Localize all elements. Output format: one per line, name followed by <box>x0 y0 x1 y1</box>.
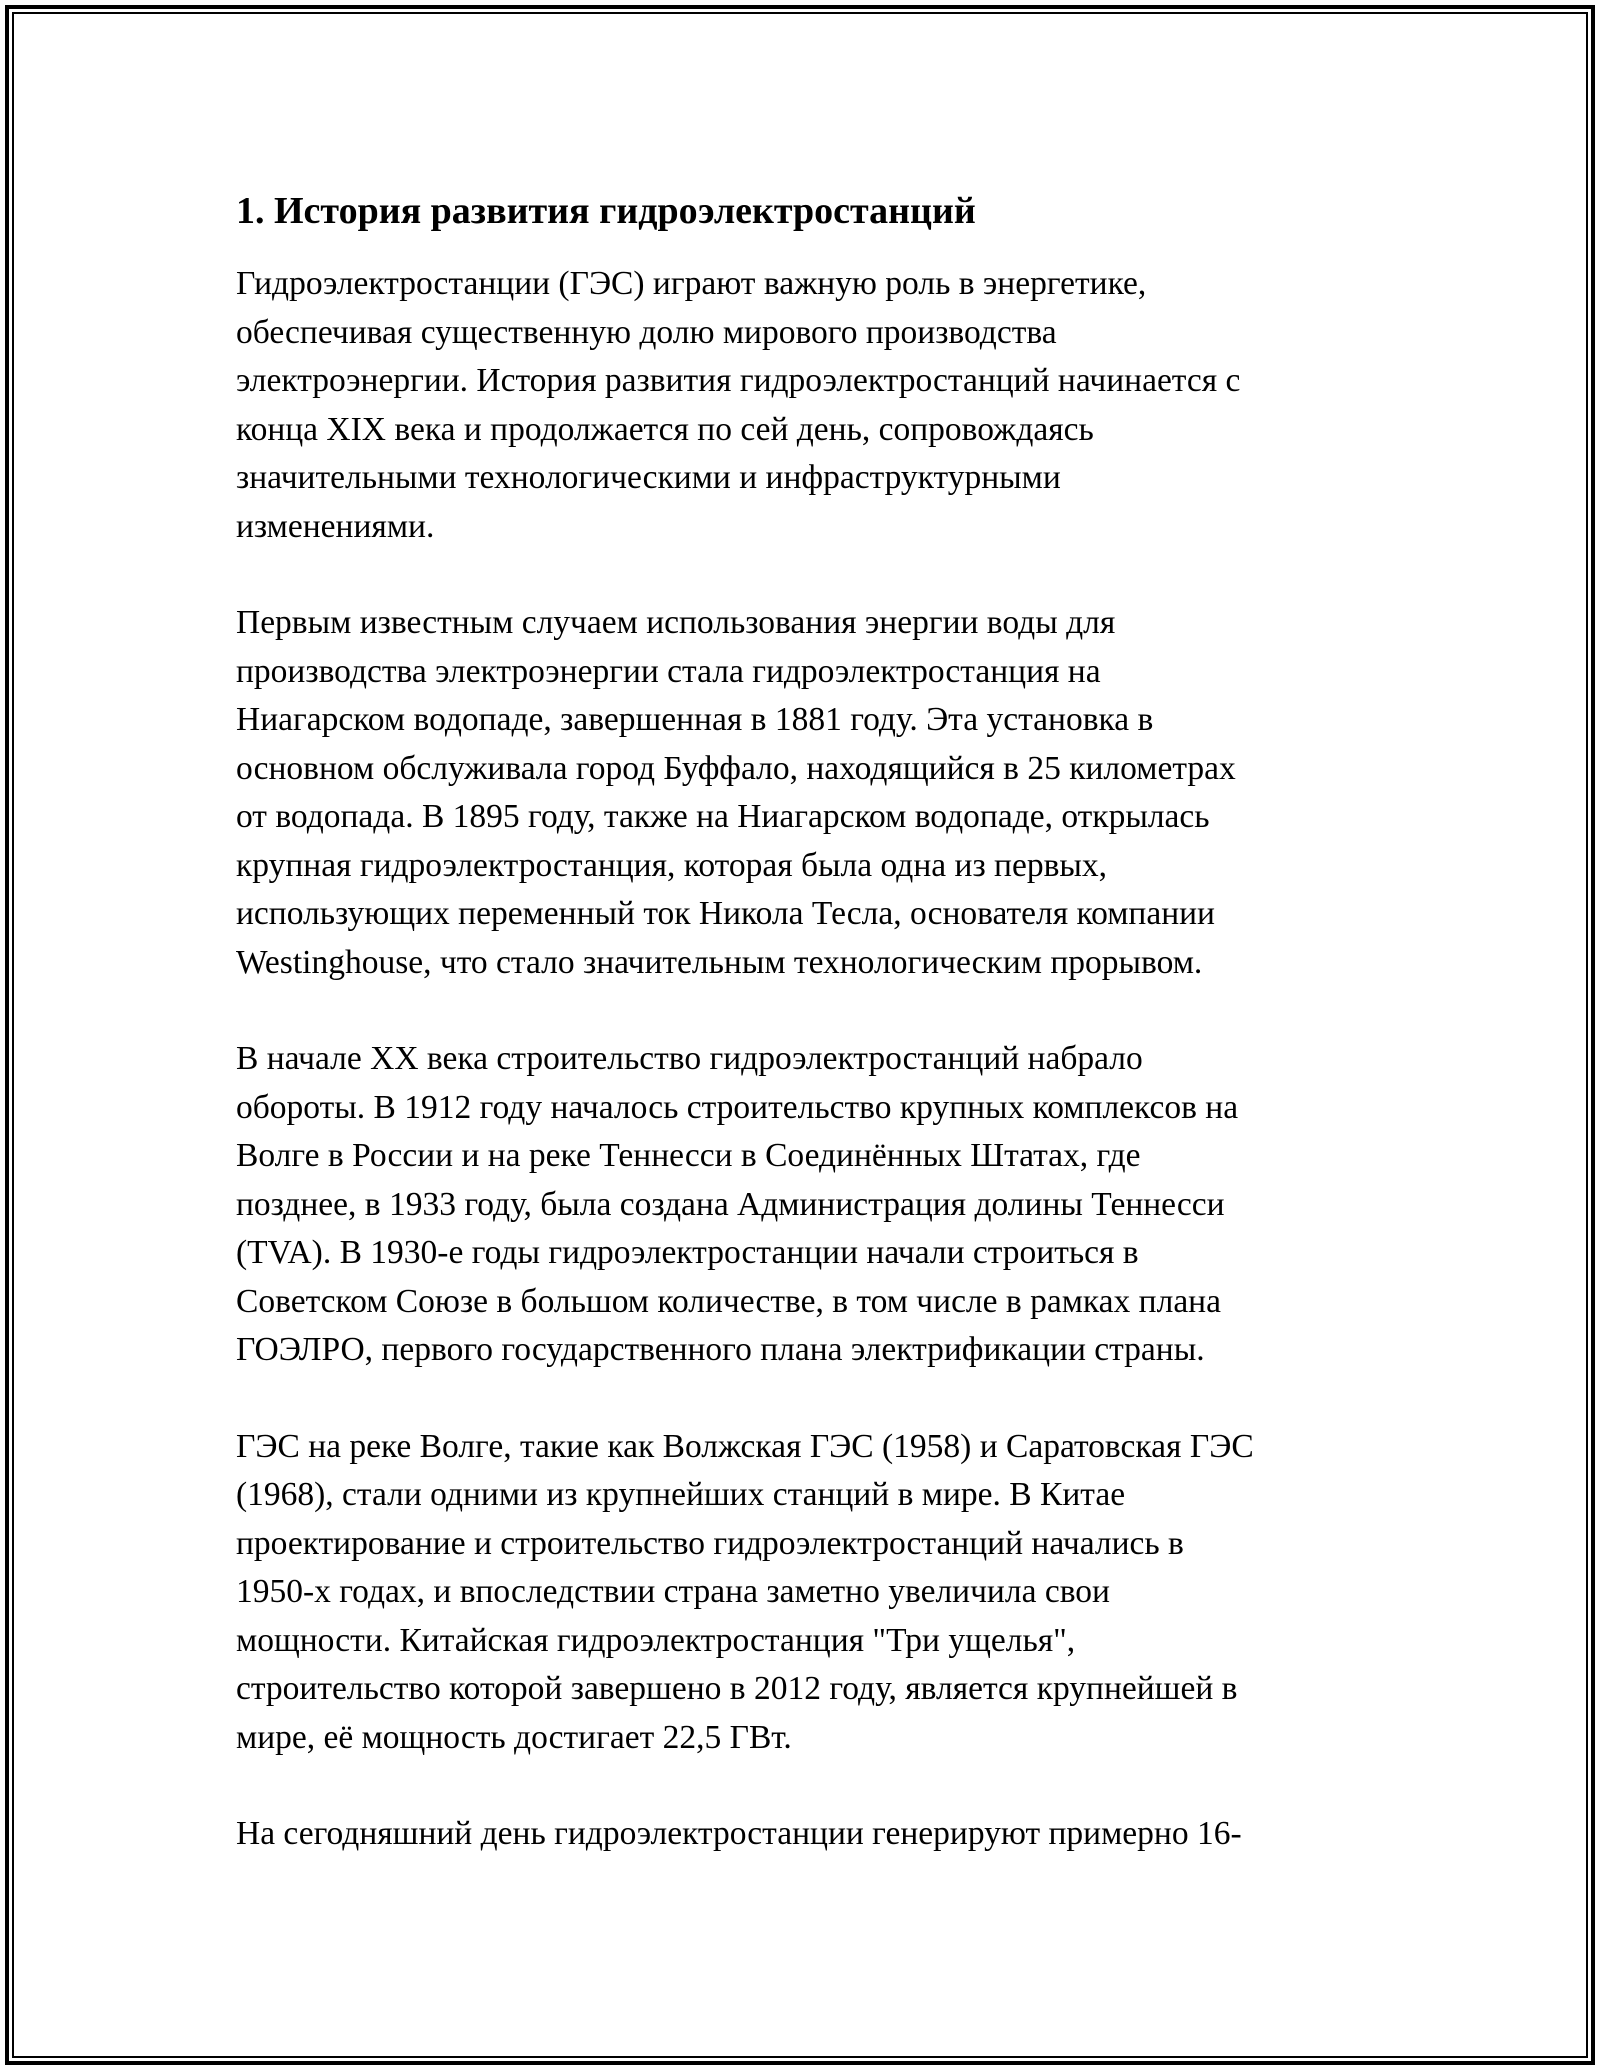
paragraph-intro: Гидроэлектростанции (ГЭС) играют важную роль в энергетике, обеспечивая существенную долю мирового производства электроэнергии. История развития гидроэлектростанций начинается с конца XIX века и продолжается по сей день, сопровождаясь значительными технологическими и инфраструктурными изменениями. <box>236 265 1241 545</box>
paragraph-volga-china: ГЭС на реке Волге, такие как Волжская ГЭС (1958) и Саратовская ГЭС (1968), стали одними из крупнейших станций в мире. В Китае проектирование и строительство гидроэлектростанций начались в 1950-х годах, и впоследствии страна заметно увеличила свои мощности. Китайская гидроэлектростанция "Три ущелья", строительство которой завершено в 2012 году, является крупнейшей в мире, её мощность достигает 22,5 ГВт. <box>236 1427 1254 1756</box>
section-heading: 1. История развития гидроэлектростанций <box>236 190 976 232</box>
paragraph-today: На сегодняшний день гидроэлектростанции генерируют примерно 16- <box>236 1815 1242 1852</box>
paragraph-early-20th-century: В начале XX века строительство гидроэлектростанций набрало обороты. В 1912 году началось строительство крупных комплексов на Волге в России и на реке Теннесси в Соединённых Штатах, где позднее, в 1933 году, была создана Администрация долины Теннесси (TVA). В 1930-е годы гидроэлектростанции начали строиться в Советском Союзе в большом количестве, в том числе в рамках плана ГОЭЛРО, первого государственного плана электрификации страны. <box>236 1040 1239 1368</box>
paragraph-niagara: Первым известным случаем использования энергии воды для производства электроэнергии стала гидроэлектростанция на Ниагарском водопаде, завершенная в 1881 году. Эта установка в основном обслуживала город Буффало, находящийся в 25 километрах от водопада. В 1895 году, также на Ниагарском водопаде, открылась крупная гидроэлектростанция, которая была одна из первых, использующих переменный ток Никола Тесла, основателя компании Westinghouse, что стало значительным технологическим прорывом. <box>236 604 1236 981</box>
document-body <box>236 185 1386 1907</box>
